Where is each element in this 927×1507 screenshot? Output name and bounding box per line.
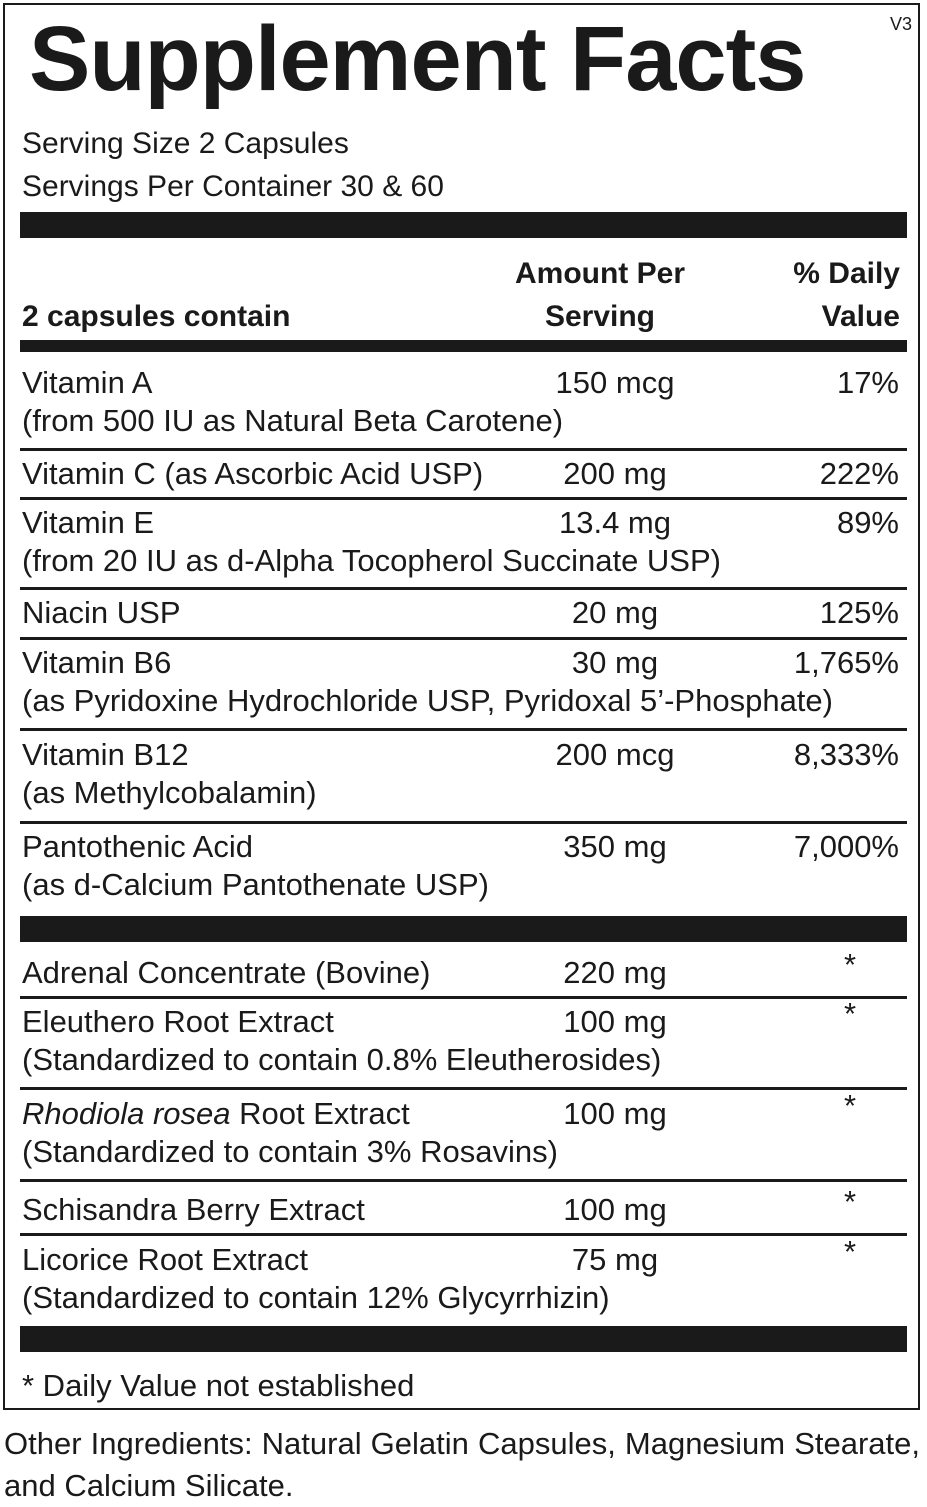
row-divider [20,821,907,824]
nutrient-daily-value: 8,333% [793,737,899,772]
ingredient-name-rest: Root Extract [230,1096,410,1131]
nutrient-name: Niacin USP [22,595,181,630]
nutrient-daily-value: 89% [836,505,899,540]
row-divider [20,637,907,640]
ingredient-daily-value: * [843,1234,857,1269]
row-divider [20,448,907,451]
row-divider [20,587,907,590]
nutrient-amount: 20 mg [571,595,659,630]
ingredient-detail: (Standardized to contain 0.8% Eleutherosides) [22,1042,662,1077]
nutrient-amount: 350 mg [563,829,667,864]
thick-divider [20,1326,907,1352]
row-divider [20,728,907,731]
ingredient-daily-value: * [843,1184,857,1219]
nutrient-name: Vitamin B12 [22,737,189,772]
nutrient-name: Vitamin A [22,365,153,400]
ingredient-name [22,1095,410,1133]
ingredient-name: Schisandra Berry Extract [22,1192,365,1227]
nutrient-detail: (as d-Calcium Pantothenate USP) [22,867,489,902]
ingredient-amount: 220 mg [563,955,667,990]
ingredient-name: Eleuthero Root Extract [22,1004,334,1039]
ingredient-name: Adrenal Concentrate (Bovine) [22,955,431,990]
thick-divider [20,916,907,942]
nutrient-detail: (as Pyridoxine Hydrochloride USP, Pyridoxal 5’-Phosphate) [22,683,833,718]
header-dv-line2: Value [821,300,900,333]
header-daily-value [793,252,900,338]
supplement-facts-panel [3,3,920,1410]
header-amount-line1: Amount Per [514,257,685,290]
row-divider [20,497,907,500]
ingredient-amount: 100 mg [563,1004,667,1039]
servings-per-container: Servings Per Container 30 & 60 [22,170,444,203]
header-dv-line1: % Daily [793,257,900,290]
header-amount-line2: Serving [544,300,656,333]
ingredient-amount: 75 mg [571,1242,659,1277]
ingredient-detail: (Standardized to contain 3% Rosavins) [22,1134,558,1169]
nutrient-amount: 150 mcg [555,365,675,400]
nutrient-detail: (from 20 IU as d-Alpha Tocopherol Succinate USP) [22,543,721,578]
nutrient-daily-value: 17% [836,365,899,400]
nutrient-amount: 200 mg [563,456,667,491]
nutrient-name: Pantothenic Acid [22,829,253,864]
nutrient-name: Vitamin B6 [22,645,172,680]
nutrient-amount: 13.4 mg [558,505,671,540]
ingredient-daily-value: * [843,1088,857,1123]
nutrient-name: Vitamin C (as Ascorbic Acid USP) [22,456,484,491]
nutrient-detail: (as Methylcobalamin) [22,775,317,810]
header-contain: 2 capsules contain [22,300,291,333]
ingredient-name: Licorice Root Extract [22,1242,308,1277]
nutrient-daily-value: 7,000% [793,829,899,864]
other-ingredients: Other Ingredients: Natural Gelatin Capsules, Magnesium Stearate, and Calcium Silicate. [4,1426,920,1503]
ingredient-daily-value: * [843,996,857,1031]
row-divider [20,1087,907,1090]
nutrient-daily-value: 222% [819,456,899,491]
nutrient-amount: 200 mcg [555,737,675,772]
header-amount-per-serving [475,252,725,338]
panel-title: Supplement Facts [29,8,806,110]
serving-size: Serving Size 2 Capsules [22,127,349,160]
version-label: V3 [889,14,912,34]
header-divider [20,340,907,352]
ingredient-amount: 100 mg [563,1096,667,1131]
nutrient-name: Vitamin E [22,505,155,540]
nutrient-daily-value: 1,765% [793,645,899,680]
row-divider [20,1233,907,1236]
nutrient-amount: 30 mg [571,645,659,680]
thick-divider [20,212,907,238]
ingredient-name-italic: Rhodiola rosea [22,1096,231,1131]
ingredient-amount: 100 mg [563,1192,667,1227]
row-divider [20,1179,907,1182]
row-divider [20,996,907,999]
ingredient-detail: (Standardized to contain 12% Glycyrrhizin) [22,1280,610,1315]
footnote: * Daily Value not established [22,1368,415,1403]
ingredient-daily-value: * [843,947,857,982]
nutrient-detail: (from 500 IU as Natural Beta Carotene) [22,403,564,438]
nutrient-daily-value: 125% [819,595,899,630]
